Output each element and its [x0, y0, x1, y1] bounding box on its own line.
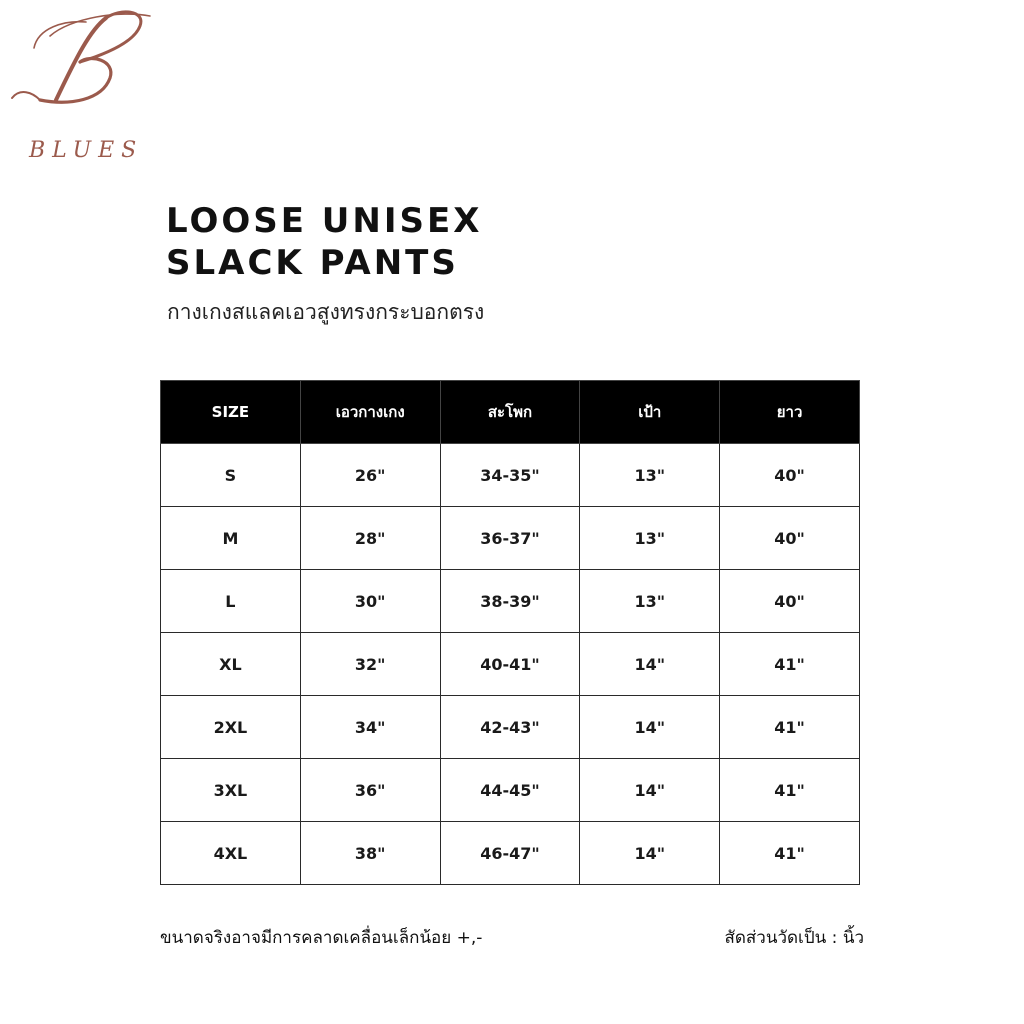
cell-length: 40" — [720, 570, 860, 633]
unit-note: สัดส่วนวัดเป็น : นิ้ว — [724, 928, 864, 948]
table-row — [161, 570, 860, 633]
size-chart-header-row — [161, 381, 860, 444]
script-b-monogram-icon — [10, 8, 155, 118]
product-title — [166, 200, 482, 284]
table-row — [161, 759, 860, 822]
cell-length: 41" — [720, 822, 860, 885]
cell-waist: 38" — [300, 822, 440, 885]
table-row — [161, 507, 860, 570]
cell-size: 2XL — [161, 696, 301, 759]
table-row — [161, 633, 860, 696]
cell-rise: 14" — [580, 822, 720, 885]
cell-rise: 13" — [580, 507, 720, 570]
product-title-line-2: SLACK PANTS — [166, 243, 459, 283]
cell-waist: 30" — [300, 570, 440, 633]
brand-wordmark: BLUES — [29, 138, 144, 163]
cell-size: 4XL — [161, 822, 301, 885]
cell-length: 41" — [720, 759, 860, 822]
cell-length: 41" — [720, 696, 860, 759]
header-length: ยาว — [720, 381, 860, 444]
cell-hip: 46-47" — [440, 822, 580, 885]
cell-rise: 13" — [580, 444, 720, 507]
tolerance-note: ขนาดจริงอาจมีการคลาดเคลื่อนเล็กน้อย +,- — [160, 928, 483, 948]
cell-rise: 14" — [580, 696, 720, 759]
cell-waist: 28" — [300, 507, 440, 570]
cell-size: 3XL — [161, 759, 301, 822]
cell-rise: 14" — [580, 759, 720, 822]
size-chart-table — [160, 380, 860, 885]
header-rise: เป้า — [580, 381, 720, 444]
cell-waist: 34" — [300, 696, 440, 759]
cell-size: XL — [161, 633, 301, 696]
cell-hip: 42-43" — [440, 696, 580, 759]
table-row — [161, 696, 860, 759]
cell-length: 40" — [720, 444, 860, 507]
table-row — [161, 444, 860, 507]
cell-size: L — [161, 570, 301, 633]
product-subtitle: กางเกงสแลคเอวสูงทรงกระบอกตรง — [167, 300, 485, 324]
cell-size: M — [161, 507, 301, 570]
cell-size: S — [161, 444, 301, 507]
header-hip: สะโพก — [440, 381, 580, 444]
cell-hip: 40-41" — [440, 633, 580, 696]
cell-hip: 38-39" — [440, 570, 580, 633]
cell-length: 40" — [720, 507, 860, 570]
product-title-line-1: LOOSE UNISEX — [166, 201, 483, 241]
header-size: SIZE — [161, 381, 301, 444]
header-waist: เอวกางเกง — [300, 381, 440, 444]
cell-hip: 36-37" — [440, 507, 580, 570]
cell-hip: 44-45" — [440, 759, 580, 822]
brand-logo — [10, 8, 155, 163]
cell-waist: 32" — [300, 633, 440, 696]
cell-waist: 36" — [300, 759, 440, 822]
cell-length: 41" — [720, 633, 860, 696]
cell-rise: 14" — [580, 633, 720, 696]
cell-waist: 26" — [300, 444, 440, 507]
table-row — [161, 822, 860, 885]
cell-hip: 34-35" — [440, 444, 580, 507]
cell-rise: 13" — [580, 570, 720, 633]
